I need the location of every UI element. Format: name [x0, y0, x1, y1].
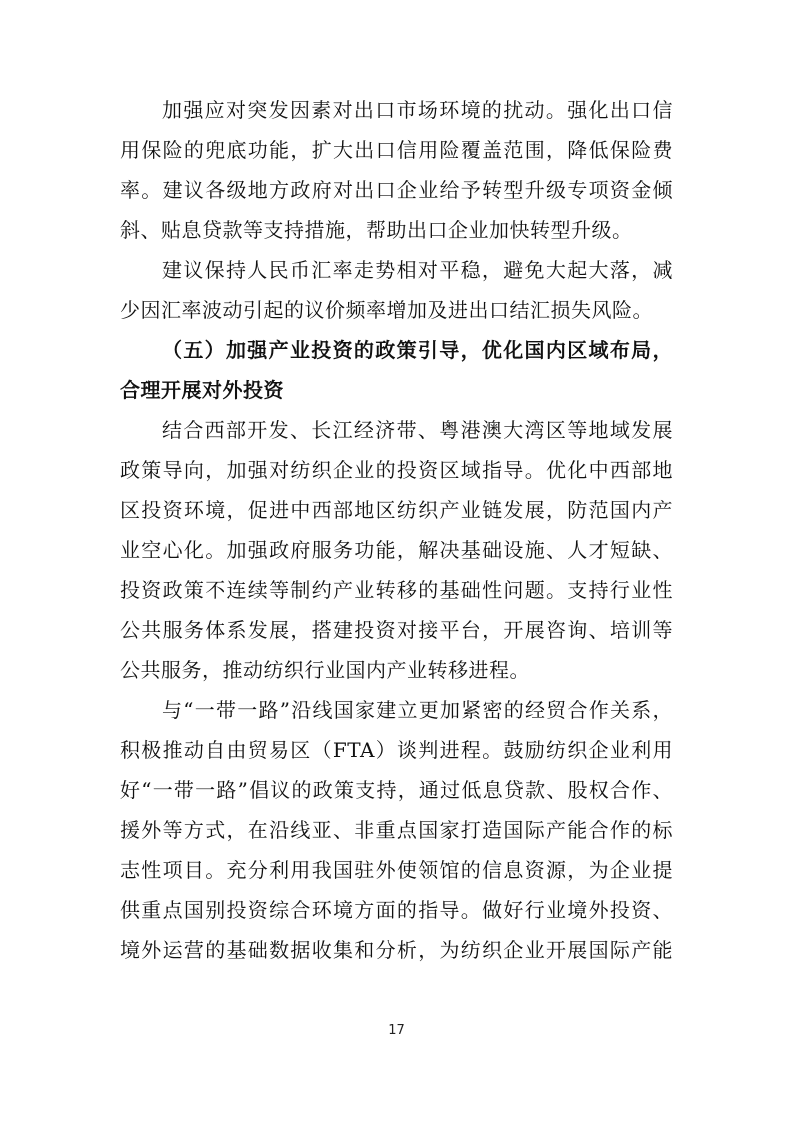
text-line: 用保险的兜底功能，扩大出口信用险覆盖范围，降低保险费	[120, 138, 673, 162]
text-line: 建议保持人民币汇率走势相对平稳，避免大起大落，减	[162, 258, 673, 282]
text-line: 率。建议各级地方政府对出口企业给予转型升级专项资金倾	[120, 178, 673, 202]
text-line: 公共服务体系发展，搭建投资对接平台，开展咨询、培训等	[120, 618, 673, 642]
text-line: 援外等方式，在沿线亚、非重点国家打造国际产能合作的标	[120, 818, 673, 842]
text-line: 积极推动自由贸易区（FTA）谈判进程。鼓励纺织企业利用	[120, 738, 673, 762]
text-line: 投资政策不连续等制约产业转移的基础性问题。支持行业性	[120, 578, 673, 602]
text-line: 业空心化。加强政府服务功能，解决基础设施、人才短缺、	[120, 538, 673, 562]
paragraph-belt-and-road	[120, 690, 673, 970]
text-line: 境外运营的基础数据收集和分析，为纺织企业开展国际产能	[120, 938, 673, 962]
paragraph-regional-investment	[120, 410, 673, 690]
text-line: 好“一带一路”倡议的政策支持，通过低息贷款、股权合作、	[120, 778, 673, 802]
document-body	[120, 90, 673, 970]
paragraph-export-insurance	[120, 90, 673, 250]
text-line: 斜、贴息贷款等支持措施，帮助出口企业加快转型升级。	[120, 218, 633, 242]
section-heading	[120, 330, 673, 410]
heading-line: （五）加强产业投资的政策引导，优化国内区域布局，	[162, 338, 673, 362]
text-line: 结合西部开发、长江经济带、粤港澳大湾区等地域发展	[162, 418, 673, 442]
text-line: 与“一带一路”沿线国家建立更加紧密的经贸合作关系，	[162, 698, 673, 722]
text-line: 少因汇率波动引起的议价频率增加及进出口结汇损失风险。	[120, 298, 653, 322]
text-line: 供重点国别投资综合环境方面的指导。做好行业境外投资、	[120, 898, 673, 922]
text-line: 政策导向，加强对纺织企业的投资区域指导。优化中西部地	[120, 458, 673, 482]
heading-line: 合理开展对外投资	[120, 378, 284, 402]
text-line: 公共服务，推动纺织行业国内产业转移进程。	[120, 658, 530, 682]
page-number: 17	[388, 1023, 405, 1038]
text-line: 加强应对突发因素对出口市场环境的扰动。强化出口信	[162, 98, 673, 122]
text-line: 区投资环境，促进中西部地区纺织产业链发展，防范国内产	[120, 498, 673, 522]
paragraph-exchange-rate	[120, 250, 673, 330]
text-line: 志性项目。充分利用我国驻外使领馆的信息资源，为企业提	[120, 858, 673, 882]
